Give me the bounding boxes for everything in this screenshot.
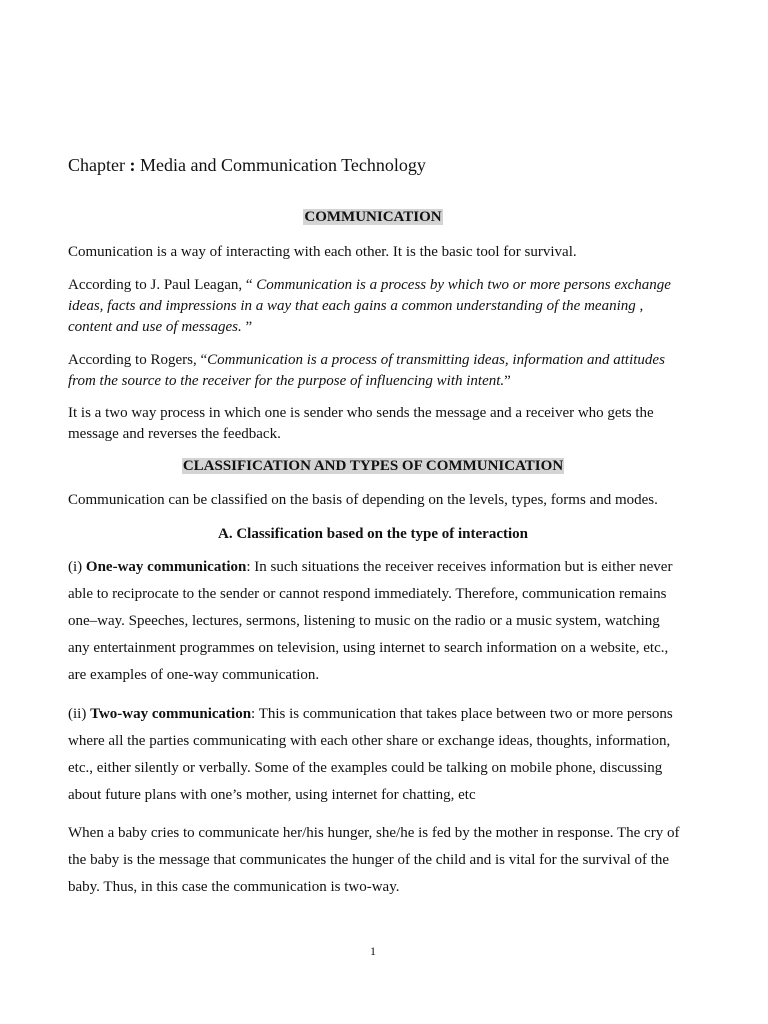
chapter-title: [68, 155, 426, 176]
one-way-number: (i): [68, 559, 86, 575]
leagan-definition: [68, 275, 680, 338]
heading-classification-text: CLASSIFICATION AND TYPES OF COMMUNICATION: [182, 458, 564, 474]
heading-classification-a: A. Classification based on the type of interaction: [218, 526, 528, 542]
one-way-term: One-way communication: [85, 559, 247, 575]
leagan-quote: Communication is a process by which two or more persons exchange ideas, facts and impressions in a way that each gains a common understanding of the meaning , content and use of messages.: [68, 277, 671, 335]
rogers-quote: Communication is a process of transmitting ideas, information and attitudes from the source to the receiver for the purpose of influencing with intent.: [68, 352, 665, 389]
baby-example-paragraph: When a baby cries to communicate her/his hunger, she/he is fed by the mother in response. The cry of the baby is the message that communicates the hunger of the child and is vital for the survival of the baby. Thus, in this case the communication is two-way.: [68, 825, 680, 895]
chapter-label: Chapter: [68, 155, 125, 175]
leagan-prefix: According to J. Paul Leagan, “: [68, 277, 257, 293]
rogers-suffix: ”: [504, 373, 511, 389]
rogers-prefix: According to Rogers, “: [68, 352, 208, 368]
one-way-text: : In such situations the receiver receives information but is either never able to reciprocate to the sender or cannot respond immediately. Therefore, communication remains one–way. Speeches, lectures, sermons, listening to music on the radio or a music system, watching any entertainment programmes on television, using internet to search information on a website, etc., are examples of one-way communication.: [68, 559, 673, 683]
heading-communication-text: COMMUNICATION: [304, 209, 442, 225]
heading-classification: [68, 458, 678, 475]
heading-communication: [68, 209, 678, 226]
one-way-paragraph: [68, 554, 680, 689]
two-way-number: (ii): [68, 706, 91, 722]
page-number: 1: [370, 944, 376, 958]
chapter-colon: :: [129, 155, 136, 175]
two-way-paragraph: [68, 701, 680, 809]
chapter-name: Media and Communication Technology: [139, 155, 426, 175]
leagan-suffix: ”: [241, 319, 253, 335]
classification-intro: Communication can be classified on the basis of depending on the levels, types, forms and modes.: [68, 492, 658, 508]
intro-paragraph: Comunication is a way of interacting with each other. It is the basic tool for survival.: [68, 244, 577, 260]
rogers-definition: [68, 350, 680, 392]
two-way-term: Two-way communication: [90, 706, 252, 722]
two-way-text: : This is communication that takes place between two or more persons where all the parties communicating with each other share or exchange ideas, thoughts, information, etc., either silently or verbally. Some of the examples could be talking on mobile phone, discussing about future plans with one’s mother, using internet for chatting, etc: [68, 706, 673, 803]
two-way-process-paragraph: It is a two way process in which one is sender who sends the message and a receiver who gets the message and reverses the feedback.: [68, 405, 654, 442]
